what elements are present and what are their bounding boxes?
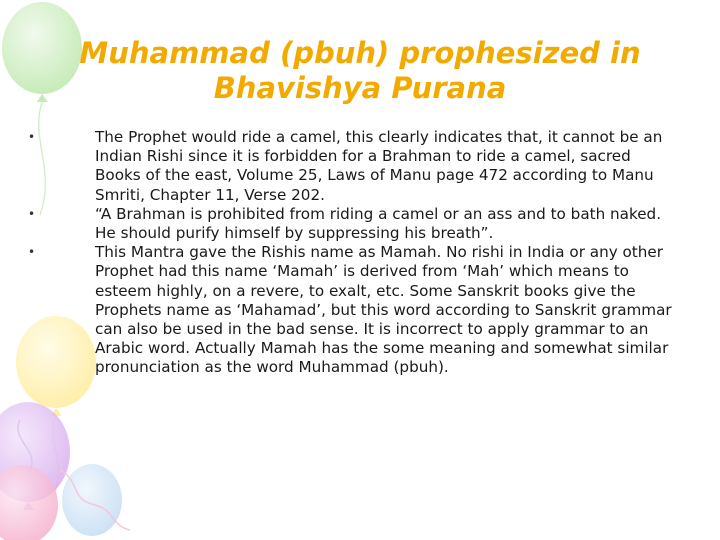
bullet-text: “A Brahman is prohibited from riding a camel or an ass and to bath naked. He should purify himself by suppressing his breath”. [95,204,662,243]
bullet-text: This Mantra gave the Rishis name as Mamah. No rishi in India or any other Prophet had this name ‘Mamah’ is derived from ‘Mah’ which means to esteem highly, on a revere, to exalt, etc. Some Sanskrit books give the Prophets name as ‘Mahamad’, but this word according to Sanskrit grammar can also be used in the bad sense. It is incorrect to apply grammar to an Arabic word. Actually Mamah has the some meaning and somewhat similar pronunciation as the word Muhammad (pbuh). [95,243,672,377]
bullet-item [28,243,680,377]
bullet-dot: • [28,206,36,221]
title-line-1: Muhammad (pbuh) prophesized in [79,36,641,70]
bullet-item [28,128,680,205]
bullet-text: The Prophet would ride a camel, this clearly indicates that, it cannot be an Indian Rishi since it is forbidden for a Brahman to ride a camel, sacred Books of the east, Volume 25, Laws of Manu page 472 according to Manu Smriti, Chapter 11, Verse 202. [95,128,663,204]
bullet-list [28,128,680,378]
slide-title [20,36,700,106]
blue-balloon [62,464,122,536]
bullet-item [28,205,680,243]
bullet-dot: • [28,245,36,260]
bullet-dot: • [28,130,36,144]
title-line-2: Bhavishya Purana [213,71,507,105]
